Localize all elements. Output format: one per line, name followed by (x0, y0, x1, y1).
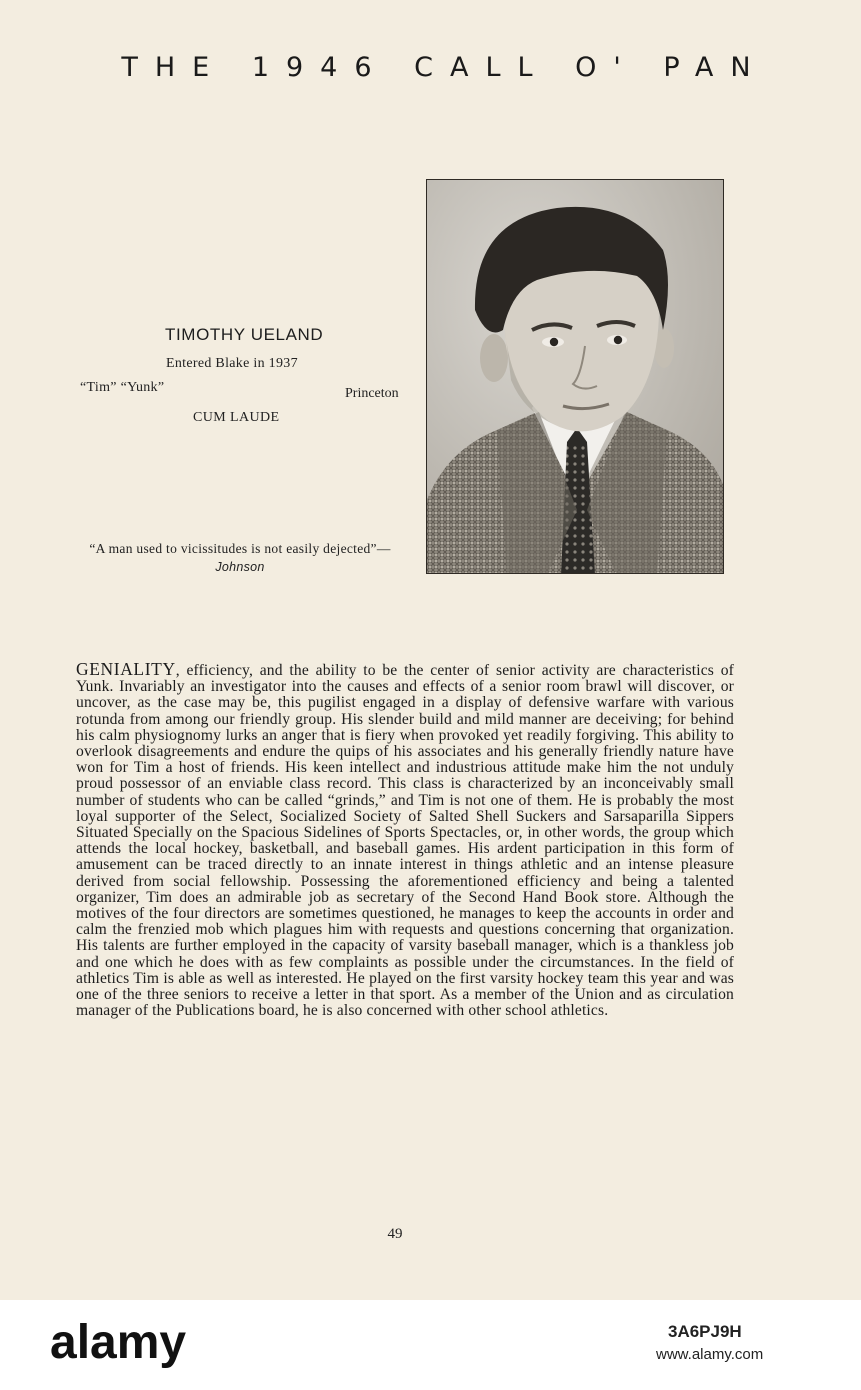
biography-text: , efficiency, and the ability to be the center of senior activity are characteristics of Yunk. Invariably an investigator into the causes and effects of a senior room brawl will discover, or uncover, as the case may be, this pugilist engaged in a display of defensive warfare with various rotunda from among our friendly group. His slender build and mild manner are deceiving; for behind his calm physiognomy lurks an anger that is fiery when provoked yet readily forgiving. This ability to overlook disagreements and endure the quips of his associates and his generally friendly nature have won for Tim a host of friends. His keen intellect and industrious attitude make him the not unduly proud possessor of an enviable class record. This class is characterized by an inconceivably small number of students who can be called “grinds,” and Tim is not one of them. He is probably the most loyal supporter of the Select, Socialized Society of Salted Shell Suckers and Sarsaparilla Sippers Situated Specially on the Spacious Sidelines of Sports Spectacles, or, in other words, the group which attends the local hockey, basketball, and baseball games. His ardent participation in this form of amusement can be traced directly to an innate interest in things athletic and an intense pleasure derived from social fellowship. Possessing the aforementioned efficiency and being a talented organizer, Tim does an admirable job as secretary of the Second Hand Book store. Although the motives of the four directors are sometimes questioned, he manages to keep the accounts in order and calm the frenzied mob which plagues him with requests and questions concerning that organization. His talents are further employed in the capacity of varsity baseball manager, which is a thankless job and one which he does with as few complaints as possible under the circumstances. In the field of athletics Tim is able as well as interested. He played on the first varsity hockey team this year and was one of the three seniors to receive a letter in that sport. As a member of the Union and as circulation manager of the Publications board, he is also concerned with other school athletics. (76, 662, 734, 1020)
image-code: 3A6PJ9H (668, 1322, 742, 1341)
biography-lead-word: GENIALITY (76, 659, 176, 679)
watermark-url[interactable]: www.alamy.com (656, 1346, 764, 1363)
student-nicknames: “Tim” “Yunk” (80, 380, 165, 395)
quote-author: Johnson (215, 560, 265, 574)
academic-honors: CUM LAUDE (193, 410, 280, 425)
quote-text: “A man used to vicissitudes is not easily dejected”— (89, 541, 391, 556)
college-destination: Princeton (345, 386, 399, 401)
page-number: 49 (387, 1226, 403, 1242)
entered-year: Entered Blake in 1937 (166, 356, 298, 371)
biography-paragraph (76, 661, 734, 1019)
page-header-title: THE 1946 CALL O' PAN (121, 52, 768, 83)
student-portrait-photo (426, 179, 724, 574)
portrait-illustration (427, 180, 724, 574)
student-name: TIMOTHY UELAND (165, 325, 324, 344)
alamy-logo (50, 1312, 200, 1376)
student-quote (80, 540, 400, 576)
alamy-logo-text: alamy (50, 1316, 187, 1369)
